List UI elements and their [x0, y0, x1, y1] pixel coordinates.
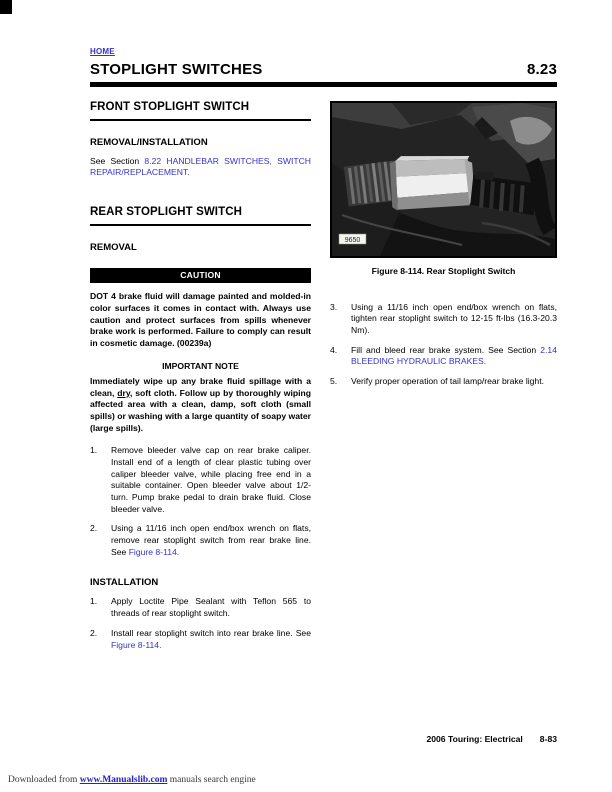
watermark-prefix: Downloaded from	[8, 775, 80, 785]
page-header	[90, 61, 557, 78]
step-text: Verify proper operation of tail lamp/rear brake light.	[351, 375, 544, 386]
important-note-paragraph	[90, 376, 311, 434]
page-footer	[426, 734, 557, 744]
step-number: 1.	[90, 445, 98, 456]
list-item	[90, 445, 311, 515]
step-number: 4.	[330, 344, 338, 355]
list-item	[90, 523, 311, 558]
section-number: 8.23	[527, 61, 557, 78]
figure-caption: Figure 8-114. Rear Stoplight Switch	[371, 265, 516, 276]
step-number: 5.	[330, 375, 338, 386]
photo-id-label	[339, 234, 366, 244]
front-stoplight-heading: FRONT STOPLIGHT SWITCH	[90, 101, 311, 121]
list-item	[90, 596, 311, 619]
hex-switch-shape	[387, 148, 476, 212]
list-item	[330, 376, 557, 388]
removal-installation-heading: REMOVAL/INSTALLATION	[90, 136, 208, 148]
home-link[interactable]: HOME	[90, 47, 115, 56]
step-number: 2.	[90, 523, 98, 534]
removal-steps-list	[90, 445, 311, 558]
step-text: Install rear stoplight switch into rear brake line. See	[111, 627, 311, 638]
caution-banner: CAUTION	[90, 268, 311, 284]
installation-steps-list	[90, 596, 311, 651]
see-prefix: See Section	[90, 155, 145, 166]
right-column	[330, 101, 557, 652]
note-text-1: Immediately wipe up any brake fluid spillage with a clean,	[90, 375, 311, 398]
step-text: Fill and bleed rear brake system. See Section	[351, 344, 541, 355]
list-item	[330, 345, 557, 368]
step-number: 3.	[330, 301, 338, 312]
figure-8-114-link[interactable]: Figure 8-114.	[111, 639, 162, 650]
photo-id-text: 9650	[344, 236, 361, 244]
step-text: Using a 11/16 inch open end/box wrench on flats, tighten rear stoplight switch to 12-15 ft-lbs (16.3-20.3 Nm).	[351, 301, 557, 335]
watermark-suffix: manuals search engine	[167, 775, 256, 785]
page-number: 8-83	[539, 734, 557, 744]
step-text: Apply Loctite Pipe Sealant with Teflon 565 to threads of rear stoplight switch.	[111, 596, 311, 619]
step-number: 2.	[90, 627, 98, 638]
manual-name: 2006 Touring: Electrical	[426, 734, 523, 744]
left-column	[90, 101, 311, 652]
list-item	[330, 302, 557, 337]
note-text-2: , soft cloth. Follow up by thoroughly wiping affected area with a clean, damp, soft cloth (small spills) or washing with a large quantity of soapy water (large spills).	[90, 387, 311, 433]
watermark	[8, 775, 256, 785]
rear-stoplight-switch-photo	[332, 103, 555, 256]
page-title: STOPLIGHT SWITCHES	[90, 61, 263, 78]
figure-8-114-link[interactable]: Figure 8-114.	[128, 546, 180, 557]
page-content	[90, 41, 557, 651]
list-item	[90, 628, 311, 651]
bleeding-hydraulic-brakes-link[interactable]: 2.14 BLEEDING HYDRAULIC BRAKES.	[351, 344, 557, 367]
front-see-paragraph	[90, 156, 311, 179]
caution-paragraph: DOT 4 brake fluid will damage painted and molded-in color surfaces it comes in contact with. Always use caution and protect surfaces from spills whenever brake work is performed. Failure to comply can result in cosmetic damage. (00239a)	[90, 291, 311, 349]
manualslib-link[interactable]: www.Manualslib.com	[79, 775, 168, 785]
installation-steps-continued	[330, 302, 557, 388]
step-text: Remove bleeder valve cap on rear brake caliper. Install end of a length of clear plastic tubing over caliper bleeder valve, while placing free end in a suitable container. Open bleeder valve about 1/2-turn. Pump brake pedal to drain brake fluid. Close bleeder valve.	[111, 445, 311, 514]
figure-photo	[330, 101, 557, 258]
important-note-heading: IMPORTANT NOTE	[162, 360, 239, 371]
removal-heading: REMOVAL	[90, 241, 137, 253]
header-rule	[90, 82, 557, 87]
handlebar-switches-link[interactable]: 8.22 HANDLEBAR SWITCHES, SWITCH REPAIR/REPLACEMENT.	[90, 155, 312, 178]
scan-corner-artifact	[0, 0, 12, 14]
step-number: 1.	[90, 596, 98, 607]
step-text: Using a 11/16 inch open end/box wrench on flats, remove rear stoplight switch from rear brake line. See	[111, 523, 311, 557]
note-underlined-word: dry	[117, 387, 130, 398]
rear-stoplight-heading: REAR STOPLIGHT SWITCH	[90, 206, 311, 226]
installation-heading: INSTALLATION	[90, 577, 159, 589]
